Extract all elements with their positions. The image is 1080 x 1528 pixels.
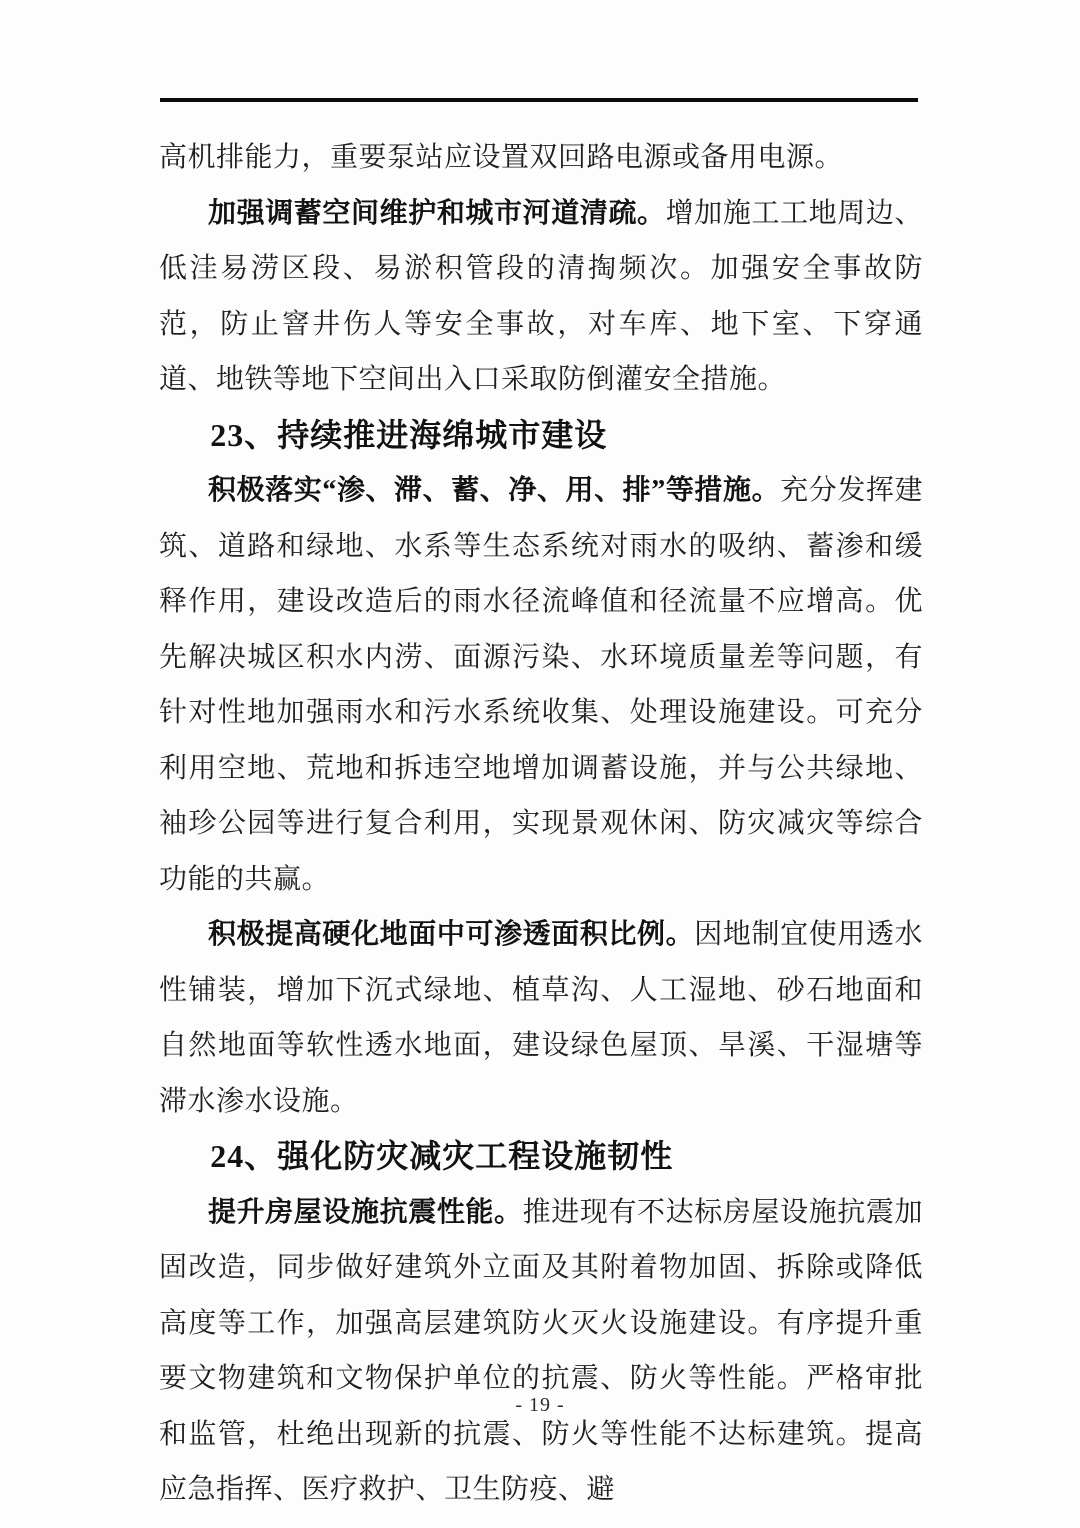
text-run: 充分发挥建筑、道路和绿地、水系等生态系统对雨水的吸纳、蓄渗和缓释作用，建设改造后的雨水径流峰值和径流量不应增高。优先解决城区积水内涝、面源污染、水环境质量差等问题，有针对性地加强雨水和污水系统收集、处理设施建设。可充分利用空地、荒地和拆违空地增加调蓄设施，并与公共绿地、袖珍公园等进行复合利用，实现景观休闲、防灾减灾等综合功能的共赢。: [159, 475, 923, 895]
bold-text-run: 积极提高硬化地面中可渗透面积比例。: [208, 919, 695, 950]
paragraph: [159, 186, 923, 408]
text-run: 高机排能力，重要泵站应设置双回路电源或备用电源。: [159, 142, 844, 173]
header-rule: [160, 98, 918, 102]
document-body: [159, 130, 923, 1518]
text-run: 因地制宜使用透水性铺装，增加下沉式绿地、植草沟、人工湿地、砂石地面和自然地面等软性透水地面，建设绿色屋顶、旱溪、干湿塘等滞水渗水设施。: [159, 919, 923, 1117]
text-run: 推进现有不达标房屋设施抗震加固改造，同步做好建筑外立面及其附着物加固、拆除或降低高度等工作，加强高层建筑防火灭火设施建设。有序提升重要文物建筑和文物保护单位的抗震、防火等性能。严格审批和监管，杜绝出现新的抗震、防火等性能不达标建筑。提高应急指挥、医疗救护、卫生防疫、避: [159, 1196, 923, 1505]
bold-text-run: 24、强化防灾减灾工程设施韧性: [210, 1138, 674, 1174]
bold-text-run: 23、持续推进海绵城市建设: [210, 416, 608, 453]
paragraph: [159, 1185, 923, 1518]
paragraph: [159, 463, 923, 907]
section-heading: [159, 1129, 923, 1185]
paragraph: [159, 130, 923, 186]
text-run: 增加施工工地周边、低洼易涝区段、易淤积管段的清掏频次。加强安全事故防范，防止窨井伤人等安全事故，对车库、地下室、下穿通道、地铁等地下空间出入口采取防倒灌安全措施。: [159, 197, 923, 395]
paragraph: [159, 907, 923, 1129]
bold-text-run: 提升房屋设施抗震性能。: [208, 1196, 523, 1228]
page-number: - 19 -: [515, 1394, 565, 1416]
bold-text-run: 积极落实“渗、滞、蓄、净、用、排”等措施。: [208, 475, 781, 506]
bold-text-run: 加强调蓄空间维护和城市河道清疏。: [208, 197, 666, 229]
section-heading: [159, 408, 923, 464]
